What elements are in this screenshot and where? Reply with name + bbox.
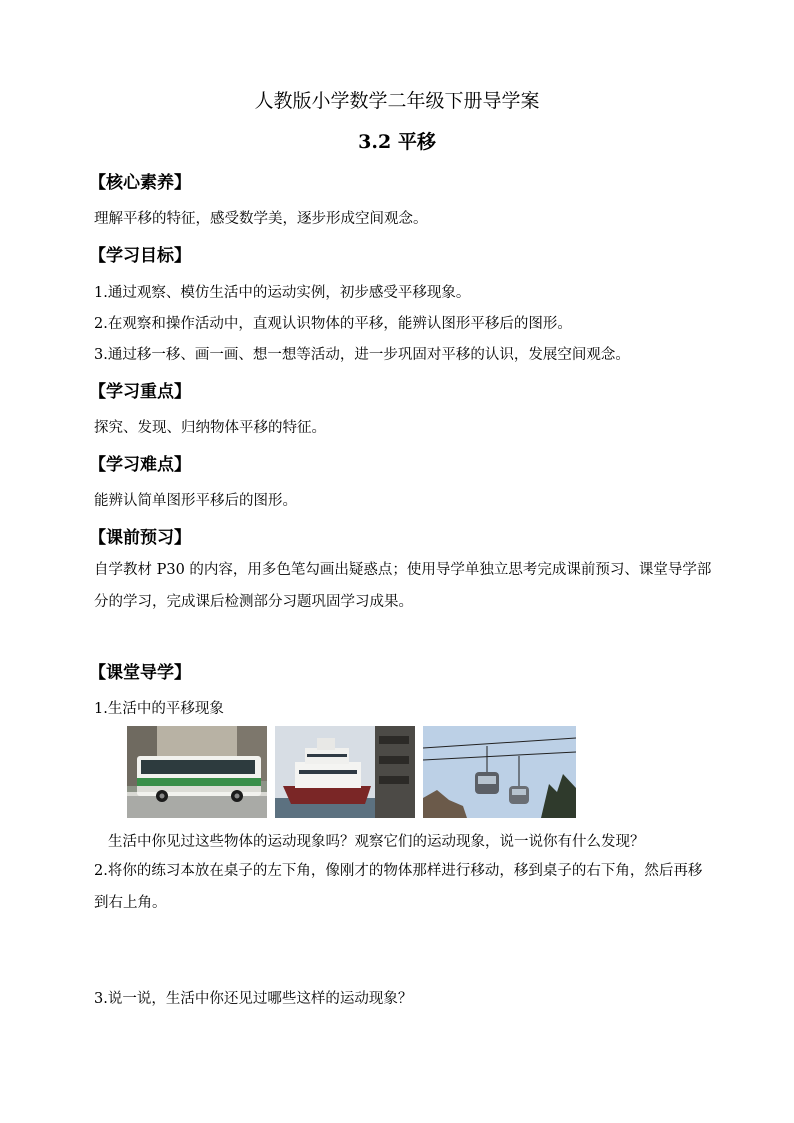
difficulty-text: 能辨认简单图形平移后的图形。 [94, 493, 297, 509]
class-heading: 【课堂导学】 [89, 663, 191, 683]
difficulty-heading: 【学习难点】 [89, 455, 191, 475]
core-heading: 【核心素养】 [89, 173, 191, 193]
goal-item: 2.在观察和操作活动中，直观认识物体的平移，能辨认图形平移后的图形。 [94, 316, 572, 332]
preview-heading: 【课前预习】 [89, 528, 191, 548]
core-text: 理解平移的特征，感受数学美，逐步形成空间观念。 [94, 211, 428, 227]
goals-heading: 【学习目标】 [89, 246, 191, 266]
class-item-1: 1.生活中的平移现象 [94, 701, 224, 717]
class-question-1: 生活中你见过这些物体的运动现象吗？观察它们的运动现象，说一说你有什么发现？ [108, 834, 645, 850]
goal-item: 3.通过移一移、画一画、想一想等活动，进一步巩固对平移的认识，发展空间观念。 [94, 347, 630, 363]
document-title: 人教版小学数学二年级下册导学案 [254, 90, 540, 112]
bus-photo [127, 726, 267, 818]
class-item-2: 2.将你的练习本放在桌子的左下角，像刚才的物体那样进行移动，移到桌子的右下角，然后再移到右上角。 [94, 863, 703, 911]
preview-text: 自学教材 P30 的内容，用多色笔勾画出疑惑点；使用导学单独立思考完成课前预习、课堂导学部分的学习，完成课后检测部分习题巩固学习成果。 [94, 562, 712, 610]
key-heading: 【学习重点】 [89, 382, 191, 402]
cable-car-photo [423, 726, 576, 818]
lesson-title: 3.2 平移 [358, 131, 436, 153]
goal-item: 1.通过观察、模仿生活中的运动实例，初步感受平移现象。 [94, 285, 471, 301]
ship-photo [275, 726, 415, 818]
key-text: 探究、发现、归纳物体平移的特征。 [94, 420, 326, 436]
class-item-3: 3.说一说，生活中你还见过哪些这样的运动现象？ [94, 991, 413, 1007]
